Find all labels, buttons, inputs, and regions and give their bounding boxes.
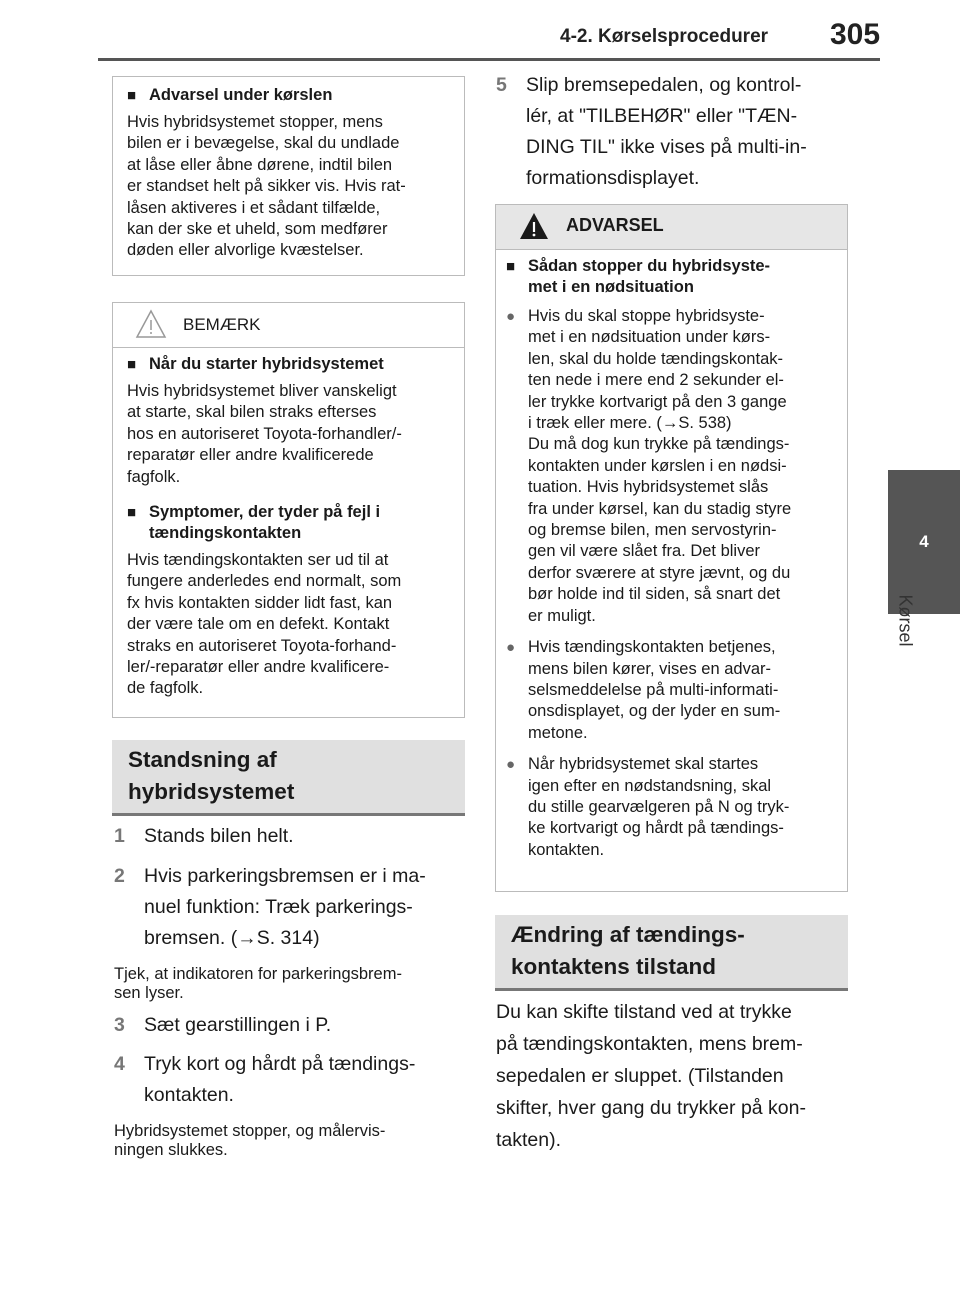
text-line: bilen er i bevægelse, skal du undlade [127, 134, 400, 153]
text-line: er standset helt på sikker vis. Hvis rat- [127, 177, 406, 196]
notice-triangle-icon [135, 309, 167, 339]
heading-line: Standsning af [128, 747, 277, 772]
text-line: tuation. Hvis hybridsystemet slås [528, 478, 769, 497]
step-text: kontakten. [144, 1084, 234, 1106]
step-text: Slip bremsepedalen, og kontrol- [526, 74, 802, 96]
text-line: ten nede i mere end 2 sekunder el- [528, 371, 784, 390]
text-line: døden eller alvorlige kvæstelser. [127, 241, 364, 260]
step-number: 3 [114, 1014, 125, 1036]
warning-text [127, 112, 450, 262]
step-number: 5 [496, 74, 507, 96]
text-line: ler/-reparatør eller andre kvalificere- [127, 658, 390, 677]
warning-label: ADVARSEL [566, 215, 664, 235]
header-rule [98, 58, 880, 61]
step-text: Stands bilen helt. [144, 825, 294, 847]
note-parking-indicator [114, 965, 464, 1003]
notice-header [113, 303, 464, 348]
page-number: 305 [830, 18, 881, 51]
text-line: de fagfolk. [127, 679, 204, 698]
step-number: 4 [114, 1053, 125, 1075]
text-line: Du må dog kun trykke på tændings- [528, 435, 790, 454]
warning-section-heading [506, 256, 833, 298]
text-line: takten). [496, 1129, 562, 1151]
text-line: mens bilen kører, vises en advar- [528, 659, 772, 678]
step-number: 2 [114, 865, 125, 887]
text-line: bør holde ind til siden, så snart det [528, 585, 781, 604]
notice-section2-heading [127, 502, 450, 544]
text-line: kan der ske et uheld, som medfører [127, 220, 388, 239]
text-line: ● Når hybridsystemet skal startes [528, 755, 759, 774]
text-line: Hvis hybridsystemet bliver vanskeligt [127, 382, 397, 400]
note-line: sen lyser. [114, 984, 184, 1002]
text-line: met i en nødsituation under kørs- [528, 328, 771, 347]
text-line: låsen aktiveres i et sådant tilfælde, [127, 198, 381, 217]
note-hybrid-stops [114, 1122, 464, 1160]
emergency-stop-warning-box [495, 204, 848, 892]
step-text: Hvis parkeringsbremsen er i ma- [144, 865, 426, 887]
text-line: gen vil være slået fra. Det bliver [528, 542, 761, 561]
heading-line: ■ Symptomer, der tyder på fejl i [149, 503, 381, 522]
text-line: at starte, skal bilen straks efterses [127, 403, 377, 422]
stop-hybrid-heading [112, 740, 465, 816]
chapter-label-wrap [889, 580, 949, 660]
note-line: ningen slukkes. [114, 1141, 228, 1159]
text-line: Hvis tændingskontakten ser ud til at [127, 551, 389, 570]
warning-bullet-2 [506, 637, 833, 744]
note-line: Tjek, at indikatoren for parkeringsbrem- [114, 965, 402, 983]
text-line: i træk eller mere. (→S. 538) [528, 414, 732, 433]
section-title: 4-2. Kørselsprocedurer [560, 26, 769, 47]
warning-triangle-icon [518, 211, 550, 241]
step-text: bremsen. (→S. 314) [144, 927, 320, 949]
text-line: igen efter en nødstandsning, skal [528, 776, 772, 795]
heading-line: met i en nødsituation [528, 278, 694, 296]
text-line: kontakten under kørslen i en nødsi- [528, 456, 787, 475]
chapter-number: 4 [919, 532, 929, 551]
step-text: Tryk kort og hårdt på tændings- [144, 1053, 416, 1075]
step-number: 1 [114, 825, 125, 847]
text-line: reparatør eller andre kvalificerede [127, 446, 374, 465]
text-line: ke kortvarigt og hårdt på tændings- [528, 819, 784, 838]
warning-bullet-1 [506, 306, 833, 627]
text-line: Du kan skifte tilstand ved at trykke [496, 1001, 792, 1023]
text-line: len, skal du holde tændingskontak- [528, 349, 783, 368]
text-line: Hvis hybridsystemet stopper, mens [127, 113, 383, 131]
ignition-mode-text [496, 996, 856, 1156]
step-text: formationsdisplayet. [526, 167, 700, 189]
text-line: derfor sværere at styre jævnt, og du [528, 563, 791, 582]
step-text: DING TIL" ikke vises på multi-in- [526, 136, 807, 158]
text-line: ● Hvis du skal stoppe hybridsyste- [528, 307, 765, 325]
text-line: metone. [528, 723, 588, 742]
step-4 [114, 1049, 464, 1113]
warning-body [496, 250, 847, 861]
text-line: fungere anderledes end normalt, som [127, 572, 402, 591]
step-text: lér, at "TILBEHØR" eller "TÆN- [526, 105, 798, 127]
text-line: at låse eller åbne dørene, indtil bilen [127, 155, 393, 174]
text-line: onsdisplayet, og der lyder en sum- [528, 702, 781, 721]
text-line: der være tale om en defekt. Kontakt [127, 615, 390, 634]
text-line: fagfolk. [127, 467, 181, 486]
text-line: fx hvis kontakten sidder lidt fast, kan [127, 593, 393, 612]
step-text: nuel funktion: Træk parkerings- [144, 896, 413, 918]
warning-bullet-3 [506, 754, 833, 861]
warning-heading: ■ Advarsel under kørslen [127, 85, 450, 106]
notice-body [113, 348, 464, 700]
text-line: kontakten. [528, 840, 605, 859]
text-line: er muligt. [528, 606, 596, 625]
text-line: på tændingskontakten, mens brem- [496, 1033, 803, 1055]
text-line: sepedalen er sluppet. (Tilstanden [496, 1065, 784, 1087]
text-line: skifter, hver gang du trykker på kon- [496, 1097, 806, 1119]
notice-box [112, 302, 465, 718]
page-header [0, 0, 960, 64]
text-line: fra under kørsel, kan du stadig styre [528, 499, 792, 518]
step-2 [114, 861, 464, 957]
text-line: ● Hvis tændingskontakten betjenes, [528, 638, 776, 657]
chapter-label: Kørsel [895, 594, 916, 647]
heading-line: tændingskontakten [149, 524, 302, 543]
heading-line: ■ Sådan stopper du hybridsyste- [528, 257, 771, 275]
text-line: ler trykke kortvarigt på den 3 gange [528, 392, 787, 411]
heading-line: hybridsystemet [128, 779, 295, 804]
step-5 [496, 70, 856, 198]
warning-header [496, 205, 847, 250]
notice-label: BEMÆRK [183, 315, 261, 334]
text-line: du stille gearvælgeren på N og tryk- [528, 797, 790, 816]
note-line: Hybridsystemet stopper, og målervis- [114, 1122, 386, 1140]
driving-warning-box [112, 76, 465, 276]
text-line: selsmeddelelse på multi-informati- [528, 680, 779, 699]
heading-line: kontaktens tilstand [511, 954, 717, 979]
step-text: Sæt gearstillingen i P. [144, 1014, 332, 1036]
text-line: straks en autoriseret Toyota-forhand- [127, 636, 397, 655]
heading-line: Ændring af tændings- [511, 922, 745, 947]
text-line: hos en autoriseret Toyota-forhandler/- [127, 424, 402, 443]
notice-section1-heading: ■ Når du starter hybridsystemet [127, 354, 450, 375]
ignition-mode-heading [495, 915, 848, 991]
text-line: og bremse bilen, men servostyrin- [528, 521, 777, 540]
